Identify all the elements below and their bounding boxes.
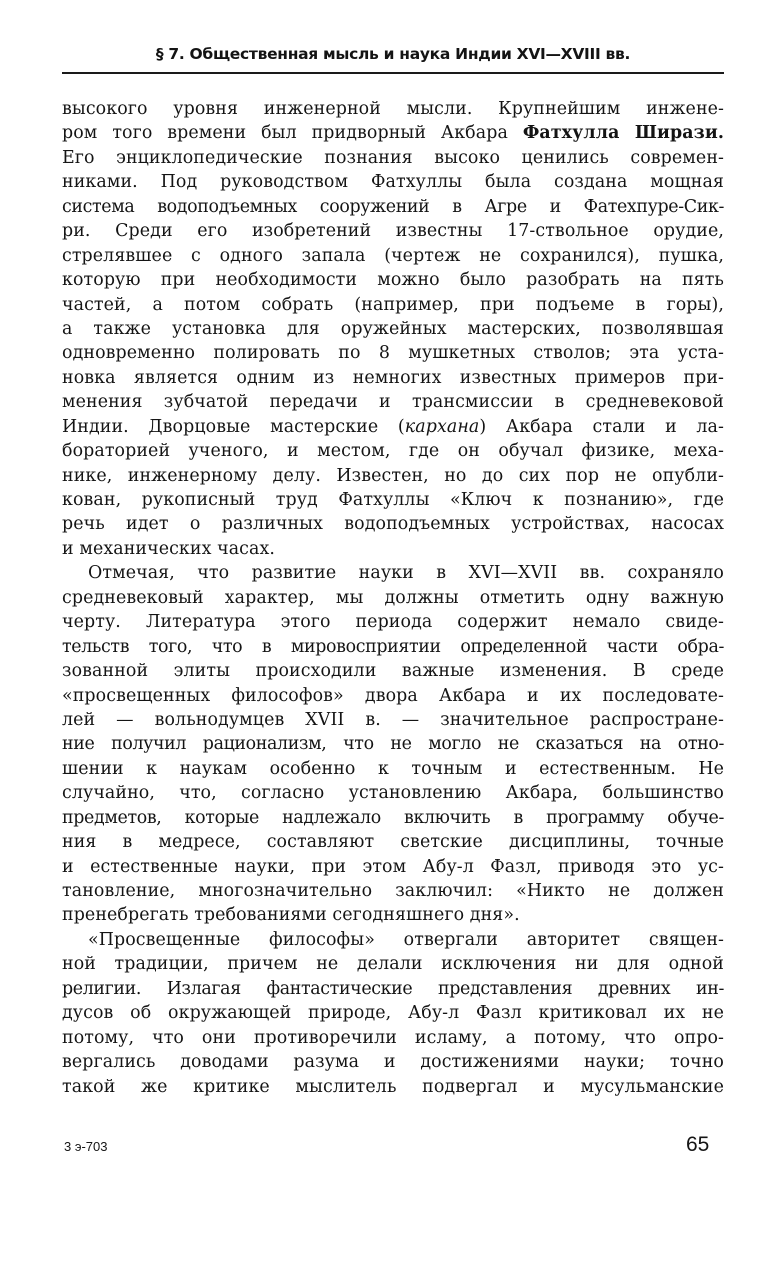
person-name-bold: Фатхулла Ширази — [522, 123, 718, 144]
text-fragment: Индии. Дворцовые мастерские ( — [62, 416, 405, 437]
text-line: дусов об окружающей природе, Абу-л Фазл критиковал их не — [62, 1003, 724, 1024]
text-line: ри. Среди его изобретений известны 17-ствольное орудие, — [62, 221, 724, 242]
text-line: никами. Под руководством Фатхуллы была создана мощная — [62, 172, 724, 193]
text-line: «Просвещенные философы» отвергали авторитет священ- — [88, 929, 724, 950]
text-line: Отмечая, что развитие науки в XVI—XVII вв. сохраняло — [88, 563, 724, 584]
running-header: § 7. Общественная мысль и наука Индии XVI—XVIII вв. — [155, 45, 631, 63]
text-line: такой же критике мыслитель подвергал и мусульманские — [62, 1076, 724, 1097]
text-line: зованной элиты происходили важные изменения. В среде — [62, 661, 724, 682]
text-line: нике, инженерному делу. Известен, но до сих пор не опубли- — [62, 465, 724, 486]
text-fragment: ) Акбара стали и ла- — [479, 416, 724, 437]
text-line: средневековый характер, мы должны отметить одну важную — [62, 587, 724, 608]
period: . — [717, 123, 724, 144]
text-line: новка является одним из немногих известных примеров при- — [62, 367, 724, 388]
text-line: пренебрегать требованиями сегодняшнего дня». — [62, 905, 520, 926]
body-text — [62, 97, 724, 1099]
text-line: случайно, что, согласно установлению Акбара, большинство — [62, 783, 724, 804]
text-line: тельств того, что в мировосприятии определенной части обра- — [62, 636, 724, 657]
header-rule — [62, 72, 724, 74]
text-line: черту. Литература этого периода содержит немало свиде- — [62, 612, 724, 633]
text-line: ной традиции, причем не делали исключения ни для одной — [62, 954, 724, 975]
text-fragment: ром того времени был придворный Акбара — [62, 123, 523, 144]
text-line: шении к наукам особенно к точным и естественным. Не — [62, 758, 724, 779]
text-line: стрелявшее с одного запала (чертеж не сохранился), пушка, — [62, 245, 724, 266]
text-line — [62, 415, 724, 439]
text-line: вергались доводами разума и достижениями науки; точно — [62, 1052, 724, 1073]
text-line: предметов, которые надлежало включить в программу обуче- — [62, 807, 724, 828]
text-line: ние получил рационализм, что не могло не сказаться на отно- — [62, 734, 724, 755]
text-line: система водоподъемных сооружений в Агре и Фатехпуре-Сик- — [62, 196, 724, 217]
text-line: религии. Излагая фантастические представления древних ин- — [62, 978, 724, 999]
text-line: кован, рукописный труд Фатхуллы «Ключ к познанию», где — [62, 490, 724, 510]
text-line: и механических часах. — [62, 538, 276, 559]
text-line: частей, а потом собрать (например, при подъеме в горы), — [62, 294, 724, 315]
text-line: Его энциклопедические познания высоко ценились современ- — [62, 147, 724, 168]
printer-signature: 3 э-703 — [64, 1139, 108, 1154]
text-line: которую при необходимости можно было разобрать на пять — [62, 270, 724, 291]
page-number: 65 — [686, 1133, 710, 1156]
text-line: потому, что они противоречили исламу, а потому, что опро- — [62, 1027, 724, 1048]
text-line: лей — вольнодумцев XVII в. — значительное распростране- — [62, 709, 724, 730]
text-line: бораторией ученого, и местом, где он обучал физике, меха- — [62, 441, 724, 462]
text-line: высокого уровня инженерной мысли. Крупнейшим инжене- — [62, 99, 724, 119]
text-line: ния в медресе, составляют светские дисциплины, точные — [62, 832, 724, 853]
text-line: одновременно полировать по 8 мушкетных стволов; эта уста- — [62, 343, 724, 364]
text-line: тановление, многозначительно заключил: «Никто не должен — [62, 881, 724, 901]
text-line: «просвещенных философов» двора Акбара и их последовате- — [62, 685, 724, 706]
text-line: а также установка для оружейных мастерских, позволявшая — [62, 318, 724, 339]
text-line: речь идет о различных водоподъемных устройствах, насосах — [62, 514, 724, 535]
text-line: и естественные науки, при этом Абу-л Фазл, приводя это ус- — [62, 856, 724, 877]
text-line: менения зубчатой передачи и трансмиссии в средневековой — [62, 392, 724, 413]
term-italic: кархана — [404, 416, 480, 437]
text-line — [62, 121, 724, 145]
